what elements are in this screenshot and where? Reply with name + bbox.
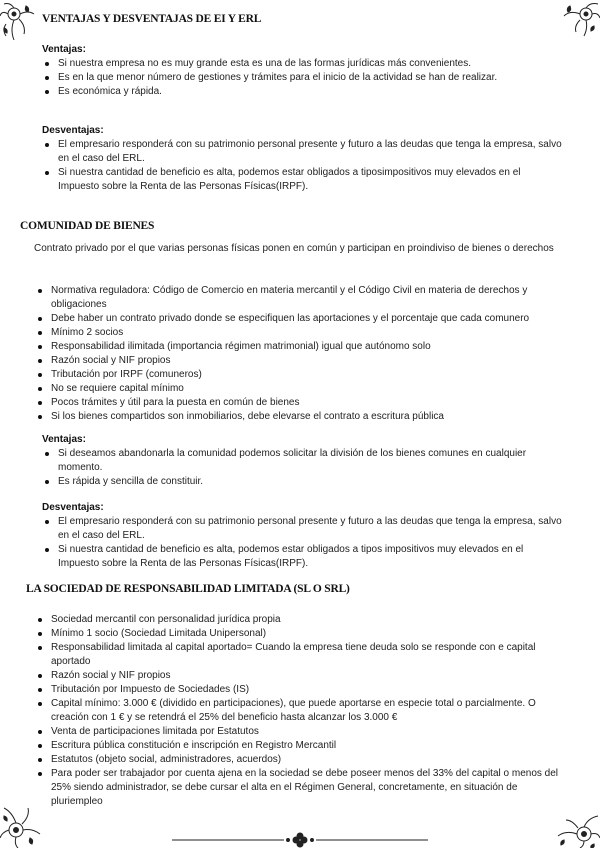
list-item: Venta de participaciones limitada por Estatutos <box>35 725 560 739</box>
floral-corner-top-left-icon <box>0 0 40 44</box>
list-item: Para poder ser trabajador por cuenta ajena en la sociedad se debe poseer menos del 33% del capital o menos del 25% siendo administrador, se debe cursar el alta en el Régimen General, concretamente, en situación de pluriempleo <box>35 767 560 809</box>
list-item: Si los bienes compartidos son inmobiliarios, debe elevarse el contrato a escritura pública <box>35 410 560 424</box>
list-item: Si deseamos abandonarla la comunidad podemos solicitar la división de los bienes comunes en cualquier momento. <box>42 447 557 475</box>
list-item: Tributación por Impuesto de Sociedades (IS) <box>35 683 560 697</box>
list-item: El empresario responderá con su patrimonio personal presente y futuro a las deudas que tenga la empresa, salvo en el caso del ERL. <box>42 138 564 166</box>
list-item: Normativa reguladora: Código de Comercio en materia mercantil y el Código Civil en materia de derechos y obligaciones <box>35 284 560 312</box>
floral-corner-top-right-icon <box>558 0 600 38</box>
erl-desventajas-label: Desventajas: <box>42 125 104 136</box>
list-item: Debe haber un contrato privado donde se especifiquen las aportaciones y el porcentaje que cada comunero <box>35 312 560 326</box>
sl-features-list <box>35 613 560 809</box>
list-item: Razón social y NIF propios <box>35 354 560 368</box>
list-item: Escritura pública constitución e inscripción en Registro Mercantil <box>35 739 560 753</box>
cb-desventajas-list <box>42 515 564 571</box>
list-item: Estatutos (objeto social, administradores, acuerdos) <box>35 753 560 767</box>
list-item: Sociedad mercantil con personalidad jurídica propia <box>35 613 560 627</box>
erl-ventajas-list <box>42 57 557 99</box>
list-item: Es en la que menor número de gestiones y trámites para el inicio de la actividad se han de realizar. <box>42 71 557 85</box>
list-item: Es económica y rápida. <box>42 85 557 99</box>
cb-section-title: COMUNIDAD DE BIENES <box>20 220 155 232</box>
list-item: El empresario responderá con su patrimonio personal presente y futuro a las deudas que tenga la empresa, salvo en el caso del ERL. <box>42 515 564 543</box>
list-item: No se requiere capital mínimo <box>35 382 560 396</box>
list-item: Tributación por IRPF (comuneros) <box>35 368 560 382</box>
footer-divider-ornament-icon <box>172 832 428 848</box>
list-item: Si nuestra empresa no es muy grande esta es una de las formas jurídicas más convenientes. <box>42 57 557 71</box>
list-item: Mínimo 2 socios <box>35 326 560 340</box>
erl-section-title: VENTAJAS Y DESVENTAJAS DE EI Y ERL <box>42 13 262 25</box>
list-item: Responsabilidad limitada al capital aportado= Cuando la empresa tiene deuda solo se responde con e capital aportado <box>35 641 560 669</box>
cb-features-list <box>35 284 560 424</box>
sl-section-title: LA SOCIEDAD DE RESPONSABILIDAD LIMITADA (SL O SRL) <box>26 583 350 595</box>
list-item: Es rápida y sencilla de constituir. <box>42 475 557 489</box>
cb-desventajas-label: Desventajas: <box>42 502 104 513</box>
floral-corner-bottom-right-icon <box>554 814 600 848</box>
cb-intro-text: Contrato privado por el que varias personas físicas ponen en común y participan en proindiviso de bienes o derechos <box>34 243 554 254</box>
cb-ventajas-label: Ventajas: <box>42 434 86 445</box>
list-item: Capital mínimo: 3.000 € (dividido en participaciones), que puede aportarse en especie total o parcialmente. O creación con 1 € y se retendrá el 25% del beneficio hasta alcanzar los 3.000 € <box>35 697 560 725</box>
list-item: Mínimo 1 socio (Sociedad Limitada Unipersonal) <box>35 627 560 641</box>
erl-ventajas-label: Ventajas: <box>42 44 86 55</box>
list-item: Razón social y NIF propios <box>35 669 560 683</box>
erl-desventajas-list <box>42 138 564 194</box>
cb-ventajas-list <box>42 447 557 489</box>
list-item: Si nuestra cantidad de beneficio es alta, podemos estar obligados a tipos impositivos muy elevados en el Impuesto sobre la Renta de las Personas Físicas(IRPF). <box>42 543 564 571</box>
list-item: Pocos trámites y útil para la puesta en común de bienes <box>35 396 560 410</box>
list-item: Responsabilidad ilimitada (importancia régimen matrimonial) igual que autónomo solo <box>35 340 560 354</box>
list-item: Si nuestra cantidad de beneficio es alta, podemos estar obligados a tiposimpositivos muy elevados en el Impuesto sobre la Renta de las Personas Físicas(IRPF). <box>42 166 564 194</box>
